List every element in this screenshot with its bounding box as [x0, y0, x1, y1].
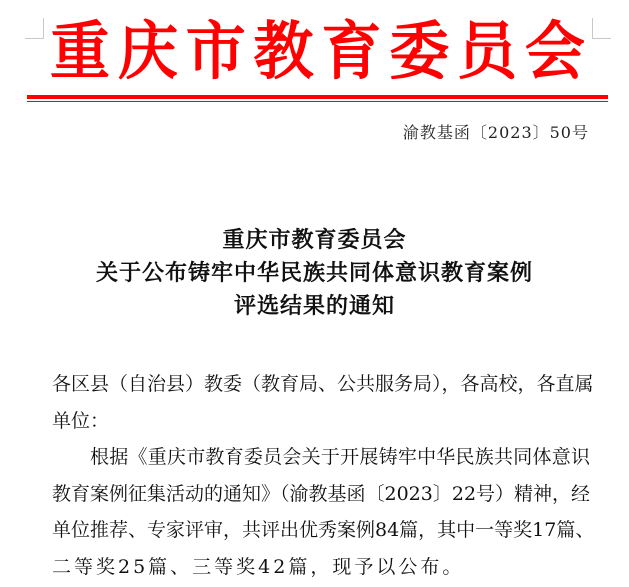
margin-corner-mark-right — [592, 18, 611, 39]
masthead-title — [50, 12, 585, 92]
title-line: 评选结果的通知 — [233, 293, 395, 319]
masthead-char: 育 — [321, 15, 382, 89]
masthead-char: 市 — [185, 15, 246, 89]
masthead-char: 委 — [389, 15, 450, 89]
body-line-paragraph: 二等奖25篇、三等奖42篇，现予以公布。 — [52, 555, 465, 578]
document-body — [52, 366, 595, 585]
body-line-paragraph: 教育案例征集活动的通知》（渝教基函〔2023〕22号）精神，经 — [52, 482, 591, 505]
margin-corner-mark-left — [25, 18, 44, 39]
body-line-addressee: 各区县（自治县）教委（教育局、公共服务局），各高校，各直属 — [52, 373, 594, 395]
document-number: 渝教基函〔2023〕50号 — [402, 123, 589, 142]
masthead-char: 重 — [50, 15, 110, 89]
masthead-char: 庆 — [117, 15, 178, 89]
red-divider-thick — [27, 95, 608, 99]
title-line: 关于公布铸牢中华民族共同体意识教育案例 — [95, 260, 533, 286]
red-divider-thin — [27, 101, 608, 102]
body-line-addressee-end: 单位： — [52, 409, 110, 432]
body-line-paragraph: 单位推荐、专家评审，共评出优秀案例84篇，其中一等奖17篇、 — [52, 519, 595, 541]
title-line: 重庆市教育委员会 — [222, 227, 407, 253]
masthead-char: 教 — [253, 15, 314, 89]
document-title — [0, 224, 629, 323]
masthead-char: 会 — [524, 15, 585, 89]
body-line-paragraph: 根据《重庆市教育委员会关于开展铸牢中华民族共同体意识 — [90, 446, 590, 468]
masthead-char: 员 — [457, 15, 518, 89]
